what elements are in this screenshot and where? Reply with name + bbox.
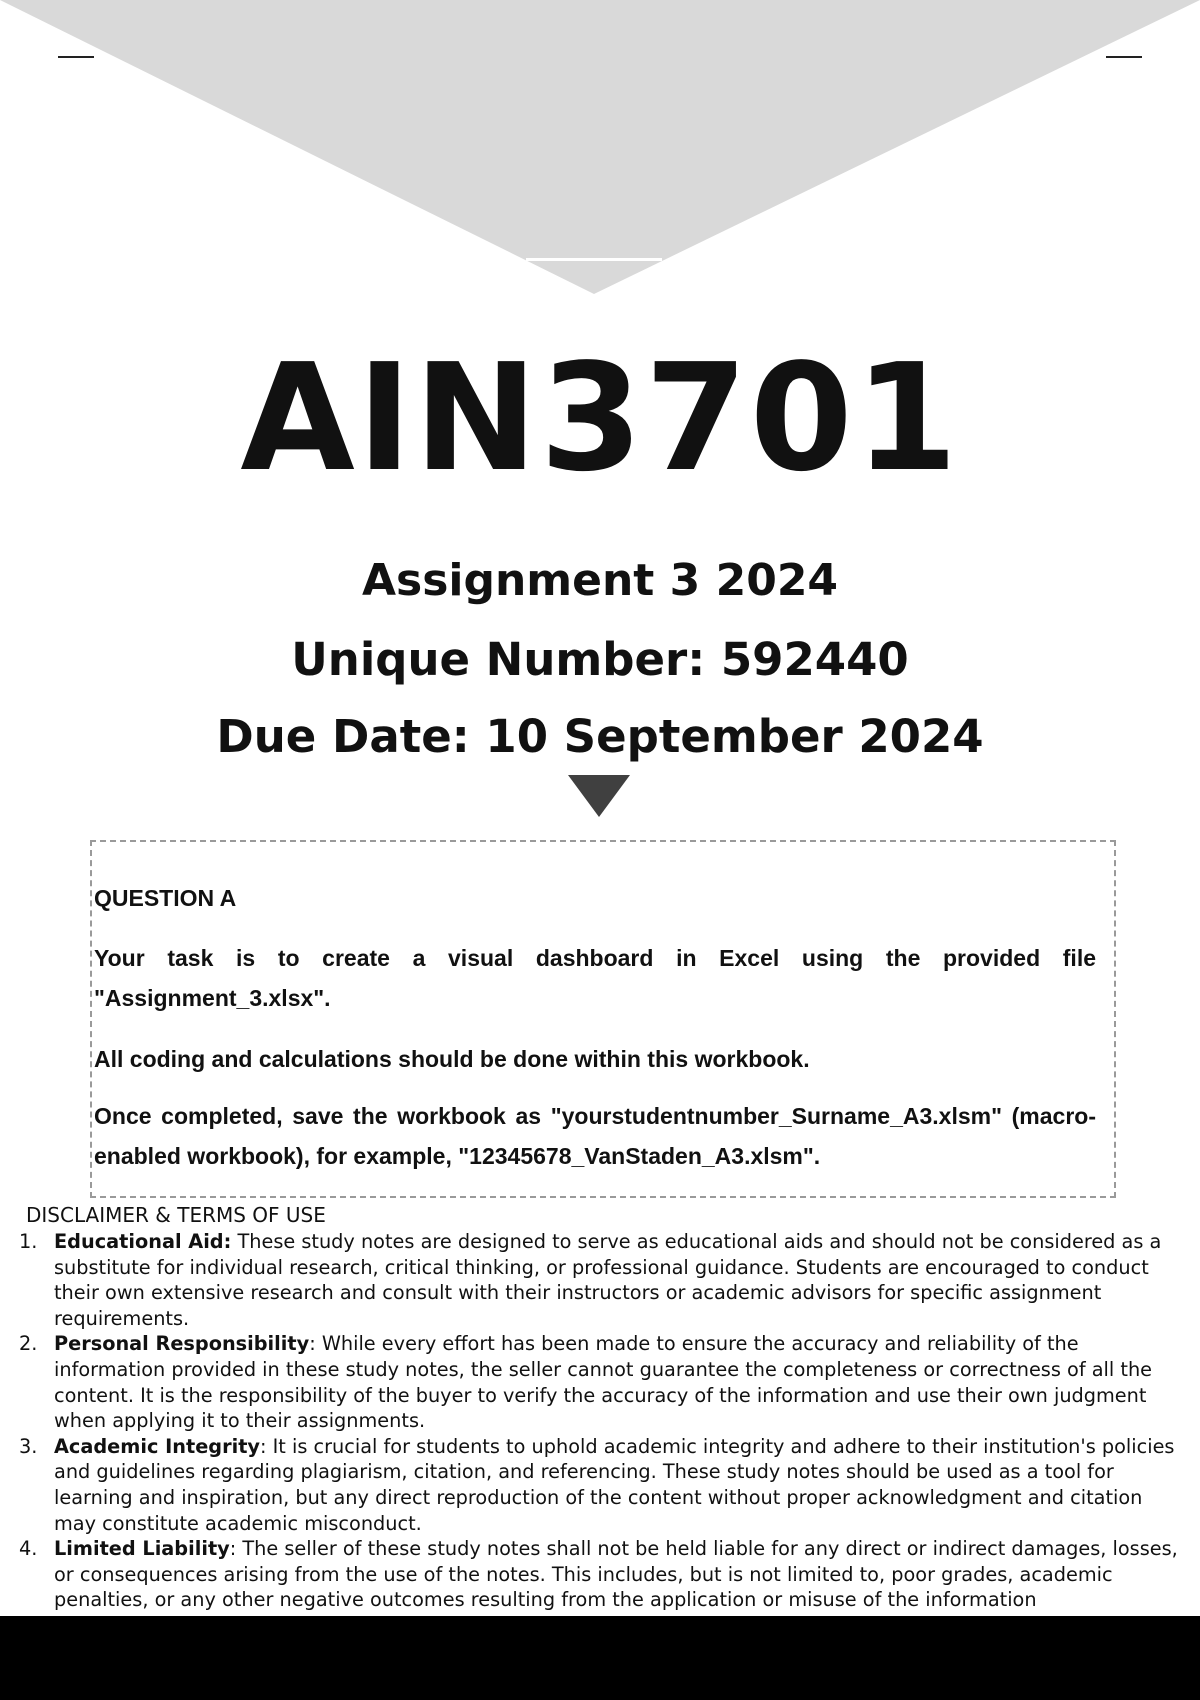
term-heading: Personal Responsibility: [54, 1332, 310, 1356]
unique-number: Unique Number: 592440: [291, 633, 909, 686]
term-heading: Limited Liability: [54, 1537, 230, 1561]
course-code: AIN3701: [240, 332, 960, 504]
term-number: 3.: [19, 1434, 38, 1458]
disclaimer-title: DISCLAIMER & TERMS OF USE: [26, 1203, 326, 1227]
term-number: 4.: [19, 1537, 38, 1561]
term-text: : The seller of these study notes shall not be held liable for any direct or indirect damages, losses, or consequences arising from the use of the notes. This includes, but is not limited to, poor grades, academic penalties, or any other negative outcomes resulting from the application or misuse of the information: [54, 1537, 1178, 1612]
question-paragraph: Once completed, save the workbook as "yourstudentnumber_Surname_A3.xlsm" (macro-enabled workbook), for example, "12345678_VanStaden_A3.xlsm".: [94, 1103, 1096, 1169]
term-text: These study notes are designed to serve as educational aids and should not be considered as a substitute for individual research, critical thinking, or professional guidance. Students are encouraged to conduct their own extensive research and consult with their instructors or academic advisors for specific assignment requirements.: [54, 1230, 1162, 1330]
term-number: 2.: [19, 1332, 38, 1356]
bottom-bar: [0, 1616, 1200, 1700]
term-item: [16, 1229, 1186, 1331]
corner-mark-left: [58, 56, 94, 58]
assignment-title: Assignment 3 2024: [361, 555, 839, 606]
term-text: : It is crucial for students to uphold academic integrity and adhere to their institution's policies and guidelines regarding plagiarism, citation, and referencing. These study notes should be used as a tool for learning and inspiration, but any direct reproduction of the content without proper acknowledgment and citation may constitute academic misconduct.: [54, 1434, 1175, 1535]
down-arrow-icon: [568, 775, 630, 817]
term-item: [16, 1536, 1186, 1613]
question-box: [90, 840, 1116, 1198]
terms-list: [16, 1229, 1186, 1613]
due-date: Due Date: 10 September 2024: [216, 710, 984, 763]
term-number: 1.: [19, 1230, 38, 1253]
term-heading: Academic Integrity: [54, 1434, 260, 1458]
term-text: : While every effort has been made to ensure the accuracy and reliability of the information provided in these study notes, the seller cannot guarantee the completeness or correctness of all the content. It is the responsibility of the buyer to verify the accuracy of the information and use their own judgment when applying it to their assignments.: [54, 1332, 1153, 1433]
corner-mark-right: [1106, 56, 1142, 58]
question-paragraph: Your task is to create a visual dashboard in Excel using the provided file "Assignment_3.xlsx".: [94, 945, 1096, 1011]
question-title: QUESTION A: [94, 885, 237, 911]
term-heading: Educational Aid:: [54, 1230, 232, 1253]
chevron-banner: [0, 0, 1200, 300]
term-item: [16, 1434, 1186, 1536]
term-item: [16, 1331, 1186, 1433]
question-paragraph: All coding and calculations should be done within this workbook.: [94, 1046, 810, 1072]
